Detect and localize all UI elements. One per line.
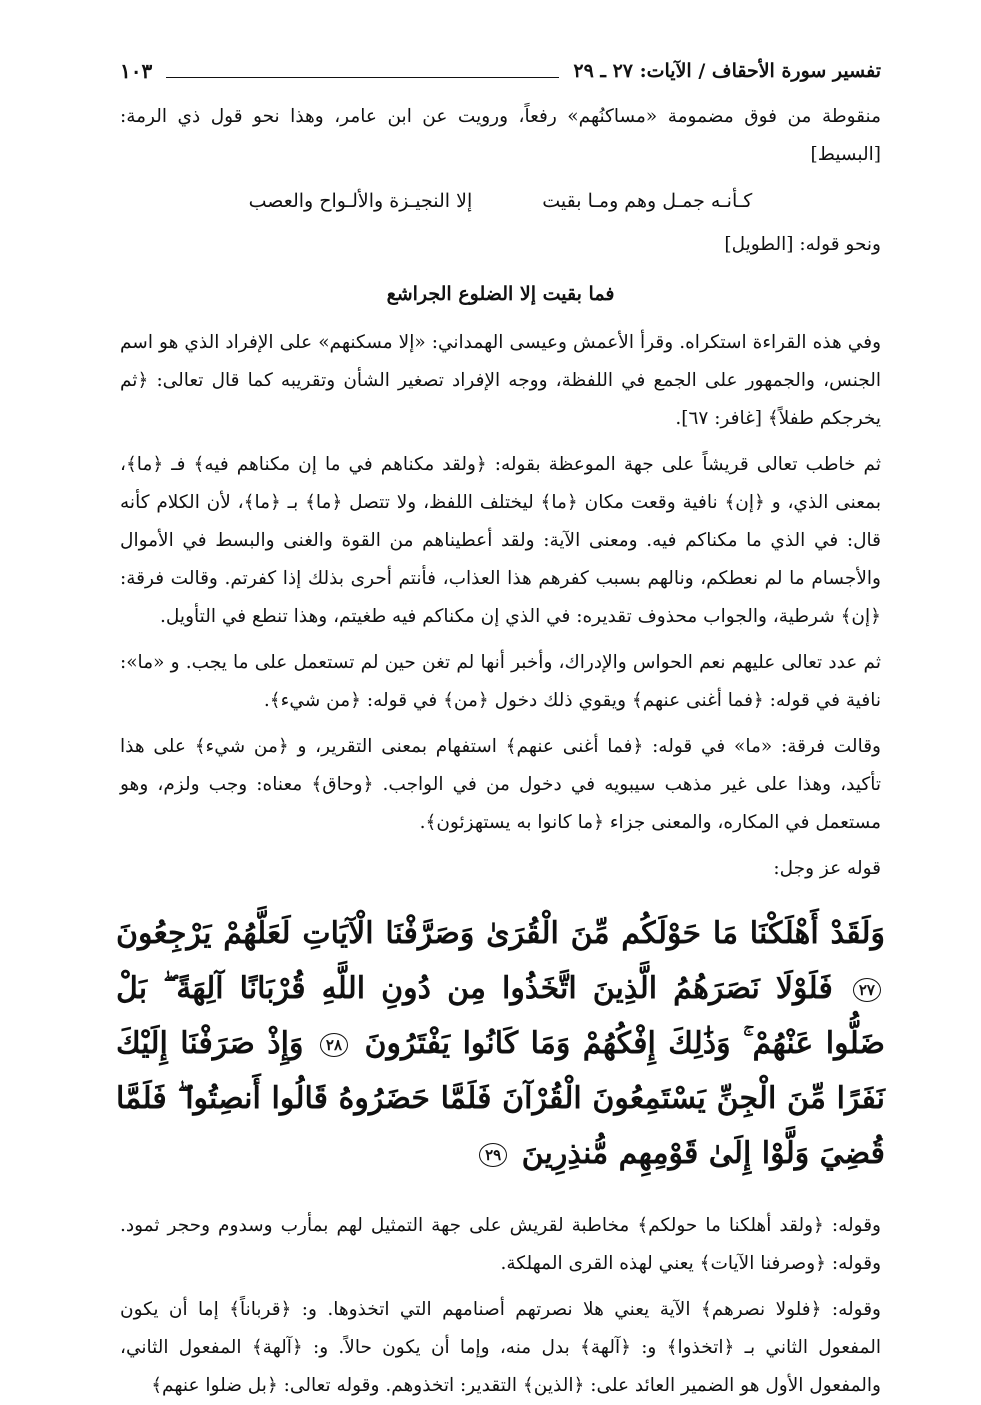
poetry-line: فما بقيت إلا الضلوع الجراشع <box>386 283 615 305</box>
paragraph-4: ثم خاطب تعالى قريشاً على جهة الموعظة بقوله: ﴿ولقد مكناهم في ما إن مكناهم فيه﴾ فـ ﴿ما﴾، بمعنى الذي، و ﴿إن﴾ نافية وقعت مكان ﴿ما﴾ ليختلف اللفظ، ولا تتصل ﴿ما﴾ بـ ﴿ما﴾، لأن الكلام كأنه قال: في الذي ما مكناكم فيه. ومعنى الآية: ولقد أعطيناهم من القوة والغنى والبسط في الأموال والأجسام ما لم نعطكم، ونالهم بسبب كفرهم هذا العذاب، فأنتم أحرى بذلك إذا كفرتم. وقالت فرقة: ﴿إن﴾ شرطية، والجواب محذوف تقديره: في الذي إن مكناكم فيه طغيتم، وهذا تنطع في التأويل. <box>120 454 881 627</box>
paragraph-1: منقوطة من فوق مضمومة «مساكنُهم» رفعاً، ورويت عن ابن عامر، وهذا نحو قول ذي الرمة: [البسيط] <box>120 106 881 165</box>
verse-second-hemistich: إلا النجيـزة والألـواح والعصب <box>248 190 473 212</box>
paragraph-9: وقوله: ﴿فلولا نصرهم﴾ الآية يعني هلا نصرتهم أصنامهم التي اتخذوها. و: ﴿قرباناً﴾ إما أن يكون المفعول الثاني بـ ﴿اتخذوا﴾ و: ﴿آلهة﴾ بدل منه، وإما أن يكون حالاً. و: ﴿آلهة﴾ المفعول الثاني، والمفعول الأول هو الضمير العائد على: ﴿الذين﴾ التقدير: اتخذوهم. وقوله تعالى: ﴿بل ضلوا عنهم﴾ <box>120 1299 881 1396</box>
quran-ayah-29: وَإِذْ صَرَفْنَا إِلَيْكَ نَفَرًا مِّنَ الْجِنِّ يَسْتَمِعُونَ الْقُرْآنَ فَلَمَّا حَضَرُوهُ قَالُوا أَنصِتُوا ۖ فَلَمَّا قُضِيَ وَلَّوْا إِلَىٰ قَوْمِهِم مُّنذِرِينَ <box>116 1026 885 1171</box>
running-header <box>120 54 881 88</box>
paragraph-6: وقالت فرقة: «ما» في قوله: ﴿فما أغنى عنهم﴾ استفهام بمعنى التقرير، و ﴿من شيء﴾ على هذا تأكيد، وهذا على غير مذهب سيبويه في دخول من في الواجب. ﴿وحاق﴾ معناه: وجب ولزم، وهو مستعمل في المكاره، والمعنى جزاء ﴿ما كانوا به يستهزئون﴾. <box>120 736 881 833</box>
verse-first-hemistich: كـأنـه جمـل وهم ومـا بقيت <box>542 190 753 212</box>
paragraph-3: وفي هذه القراءة استكراه. وقرأ الأعمش وعيسى الهمداني: «إلا مسكنهم» على الإفراد الذي هو اسم الجنس، والجمهور على الجمع في اللفظة، ووجه الإفراد تصغير الشأن وتقريبه كما قال تعالى: ﴿ثم يخرجكم طفلاً﴾ [غافر: ٦٧]. <box>120 332 882 429</box>
ayah-marker-28: ٢٨ <box>320 1033 348 1057</box>
page-number: ١٠٣ <box>120 59 153 83</box>
paragraph-5: ثم عدد تعالى عليهم نعم الحواس والإدراك، وأخبر أنها لم تغن حين لم تستعمل على ما يجب. و «ما»: نافية في قوله: ﴿فما أغنى عنهم﴾ ويقوي ذلك دخول ﴿من﴾ في قوله: ﴿من شيء﴾. <box>120 652 881 711</box>
paragraph-7: قوله عز وجل: <box>773 858 881 879</box>
quran-ayah-27: وَلَقَدْ أَهْلَكْنَا مَا حَوْلَكُم مِّنَ الْقُرَىٰ وَصَرَّفْنَا الْآيَاتِ لَعَلَّهُمْ يَرْجِعُونَ <box>116 916 885 951</box>
ayah-marker-29: ٢٩ <box>479 1143 507 1167</box>
header-title: تفسير سورة الأحقاف / الآيات: ٢٧ ـ ٢٩ <box>573 60 881 82</box>
quran-passage <box>116 906 885 1181</box>
paragraph-8: وقوله: ﴿ولقد أهلكنا ما حولكم﴾ مخاطبة لقريش على جهة التمثيل لهم بمأرب وسدوم وحجر ثمود. وقوله: ﴿وصرفنا الآيات﴾ يعني لهذه القرى المهلكة. <box>120 1215 881 1274</box>
poetry-verse <box>120 182 881 220</box>
paragraph-2: ونحو قوله: [الطويل] <box>724 234 881 255</box>
quran-ayah-28: فَلَوْلَا نَصَرَهُمُ الَّذِينَ اتَّخَذُوا مِن دُونِ اللَّهِ قُرْبَانًا آلِهَةً ۖ بَلْ ضَلُّوا عَنْهُمْ ۚ وَذَٰلِكَ إِفْكُهُمْ وَمَا كَانُوا يَفْتَرُونَ <box>116 971 885 1061</box>
ayah-marker-27: ٢٧ <box>853 978 881 1002</box>
header-rule <box>166 77 559 78</box>
